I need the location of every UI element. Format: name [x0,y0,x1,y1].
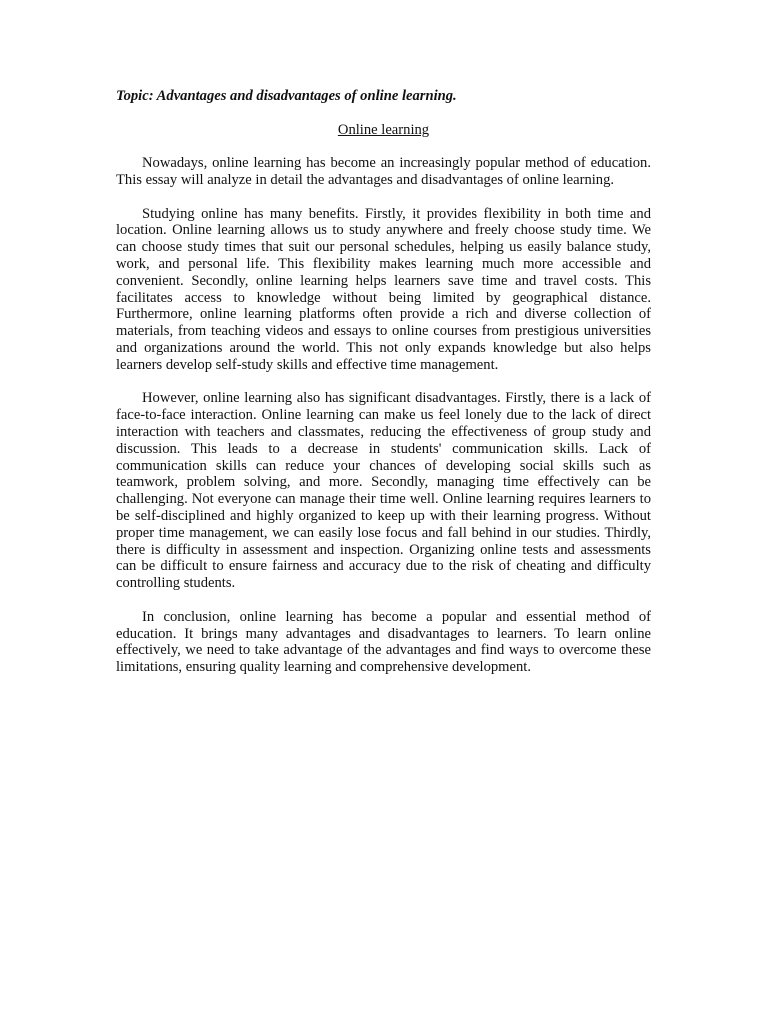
paragraph-disadvantages: However, online learning also has significant disadvantages. Firstly, there is a lack of face-to-face interaction. Online learning can make us feel lonely due to the lack of direct interaction with teachers and classmates, reducing the effectiveness of group study and discussion. This leads to a decrease in students' communication skills. Lack of communication skills can reduce your chances of developing social skills such as teamwork, problem solving, and more. Secondly, managing time effectively can be challenging. Not everyone can manage their time well. Online learning requires learners to be self-disciplined and highly organized to keep up with their learning progress. Without proper time management, we can easily lose focus and fall behind in our studies. Thirdly, there is difficulty in assessment and inspection. Organizing online tests and assessments can be difficult to ensure fairness and accuracy due to the risk of cheating and difficulty controlling students. [116,390,651,592]
topic-line: Topic: Advantages and disadvantages of online learning. [116,88,457,104]
paragraph-conclusion: In conclusion, online learning has become a popular and essential method of education. It brings many advantages and disadvantages to learners. To learn online effectively, we need to take advantage of the advantages and find ways to overcome these limitations, ensuring quality learning and comprehensive development. [116,608,651,676]
paragraph-advantages: Studying online has many benefits. Firstly, it provides flexibility in both time and location. Online learning allows us to study anywhere and freely choose study time. We can choose study times that suit our personal schedules, helping us easily balance study, work, and personal life. This flexibility makes learning much more accessible and convenient. Secondly, online learning helps learners save time and travel costs. This facilitates access to knowledge without being limited by geographical distance. Furthermore, online learning platforms often provide a rich and diverse collection of materials, from teaching videos and essays to online courses from prestigious universities and organizations around the world. This not only expands knowledge but also helps learners develop self-study skills and effective time management. [116,205,651,373]
document-title: Online learning [337,121,430,138]
document-page [116,88,651,676]
paragraph-introduction: Nowadays, online learning has become an increasingly popular method of education. This essay will analyze in detail the advantages and disadvantages of online learning. [116,155,651,188]
